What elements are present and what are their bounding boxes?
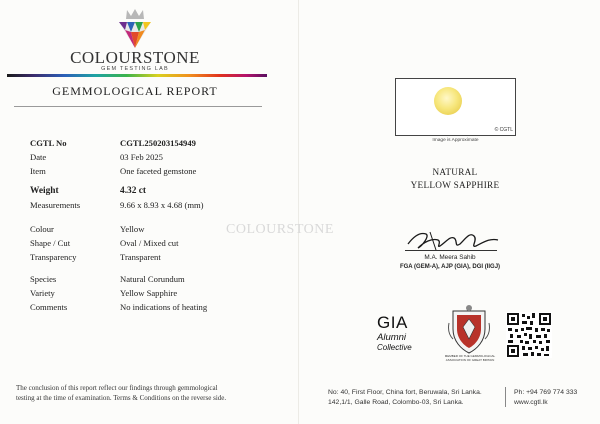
- result-variety: YELLOW SAPPHIRE: [410, 180, 500, 190]
- field-label: Species: [30, 274, 57, 284]
- footnote-line: The conclusion of this report reflect our findings through gemmological: [16, 384, 218, 392]
- qr-code-icon[interactable]: [506, 312, 552, 358]
- gia-collective-text: Collective: [377, 343, 412, 352]
- field-value: No indications of heating: [120, 302, 208, 312]
- report-title: GEMMOLOGICAL REPORT: [52, 84, 218, 98]
- footnote-line: testing at the time of examination. Terms & Conditions on the reverse side.: [16, 394, 227, 402]
- report-footnote: [16, 383, 278, 403]
- gemstone-photo: [395, 78, 516, 136]
- brand-subtitle: GEM TESTING LAB: [101, 66, 169, 72]
- contact-divider: [505, 387, 506, 407]
- field-label: Comments: [30, 302, 68, 312]
- crest-caption: [438, 355, 502, 362]
- field-value: Yellow: [120, 224, 145, 234]
- signature-line: [405, 250, 497, 251]
- photo-copyright: © CGTL: [494, 127, 513, 133]
- website-link[interactable]: www.cgtl.lk: [514, 399, 548, 406]
- field-label: Variety: [30, 288, 55, 298]
- lab-address: [328, 388, 482, 408]
- field-label: Weight: [30, 186, 59, 196]
- gia-mark: GIA: [377, 313, 408, 332]
- field-value: 03 Feb 2025: [120, 152, 163, 162]
- crest-caption-line: ASSOCIATION OF GREAT BRITAIN: [445, 357, 495, 362]
- spectrum-bar: [7, 74, 267, 77]
- gia-alumni-logo: [377, 314, 412, 352]
- signatory-name: M.A. Meera Sahib: [424, 254, 476, 261]
- field-label: Colour: [30, 224, 54, 234]
- field-label: Item: [30, 166, 46, 176]
- gia-alumni-text: Alumni: [377, 332, 407, 343]
- field-label: CGTL No: [30, 138, 67, 148]
- brand-name: COLOURSTONE: [70, 48, 200, 67]
- lab-contact: [514, 388, 577, 408]
- field-label: Measurements: [30, 200, 81, 210]
- field-value: CGTL250203154949: [120, 138, 196, 148]
- phone-number: Ph: +94 769 774 333: [514, 389, 578, 396]
- gemmological-association-crest-icon: [447, 303, 491, 355]
- fold-line: [298, 0, 299, 424]
- field-value: One faceted gemstone: [120, 166, 197, 176]
- title-divider: [14, 106, 262, 107]
- brand-watermark: COLOURSTONE: [226, 222, 334, 237]
- signatory-credentials: FGA (GEM-A), AJP (GIA), DGI (IIGJ): [399, 264, 501, 270]
- signature-icon: [400, 226, 510, 256]
- field-value: 9.66 x 8.93 x 4.68 (mm): [120, 200, 204, 210]
- field-label: Shape / Cut: [30, 238, 71, 248]
- crest-caption-line: MEMBER OF THE GEMMOLOGICAL: [444, 354, 496, 358]
- field-label: Transparency: [30, 252, 77, 262]
- field-value: 4.32 ct: [120, 186, 147, 196]
- gemstone-image: [434, 87, 462, 115]
- photo-caption: Image is Approximate: [432, 138, 479, 143]
- address-line: No: 40, First Floor, China fort, Beruwala, Sri Lanka.: [328, 389, 482, 396]
- field-value: Yellow Sapphire: [120, 288, 178, 298]
- address-line: 142,1/1, Galle Road, Colombo-03, Sri Lanka.: [328, 399, 464, 406]
- crown-diamond-icon: [115, 8, 155, 50]
- field-value: Natural Corundum: [120, 274, 185, 284]
- field-value: Transparent: [120, 252, 161, 262]
- field-value: Oval / Mixed cut: [120, 238, 179, 248]
- field-label: Date: [30, 152, 47, 162]
- result-natural: NATURAL: [432, 167, 478, 177]
